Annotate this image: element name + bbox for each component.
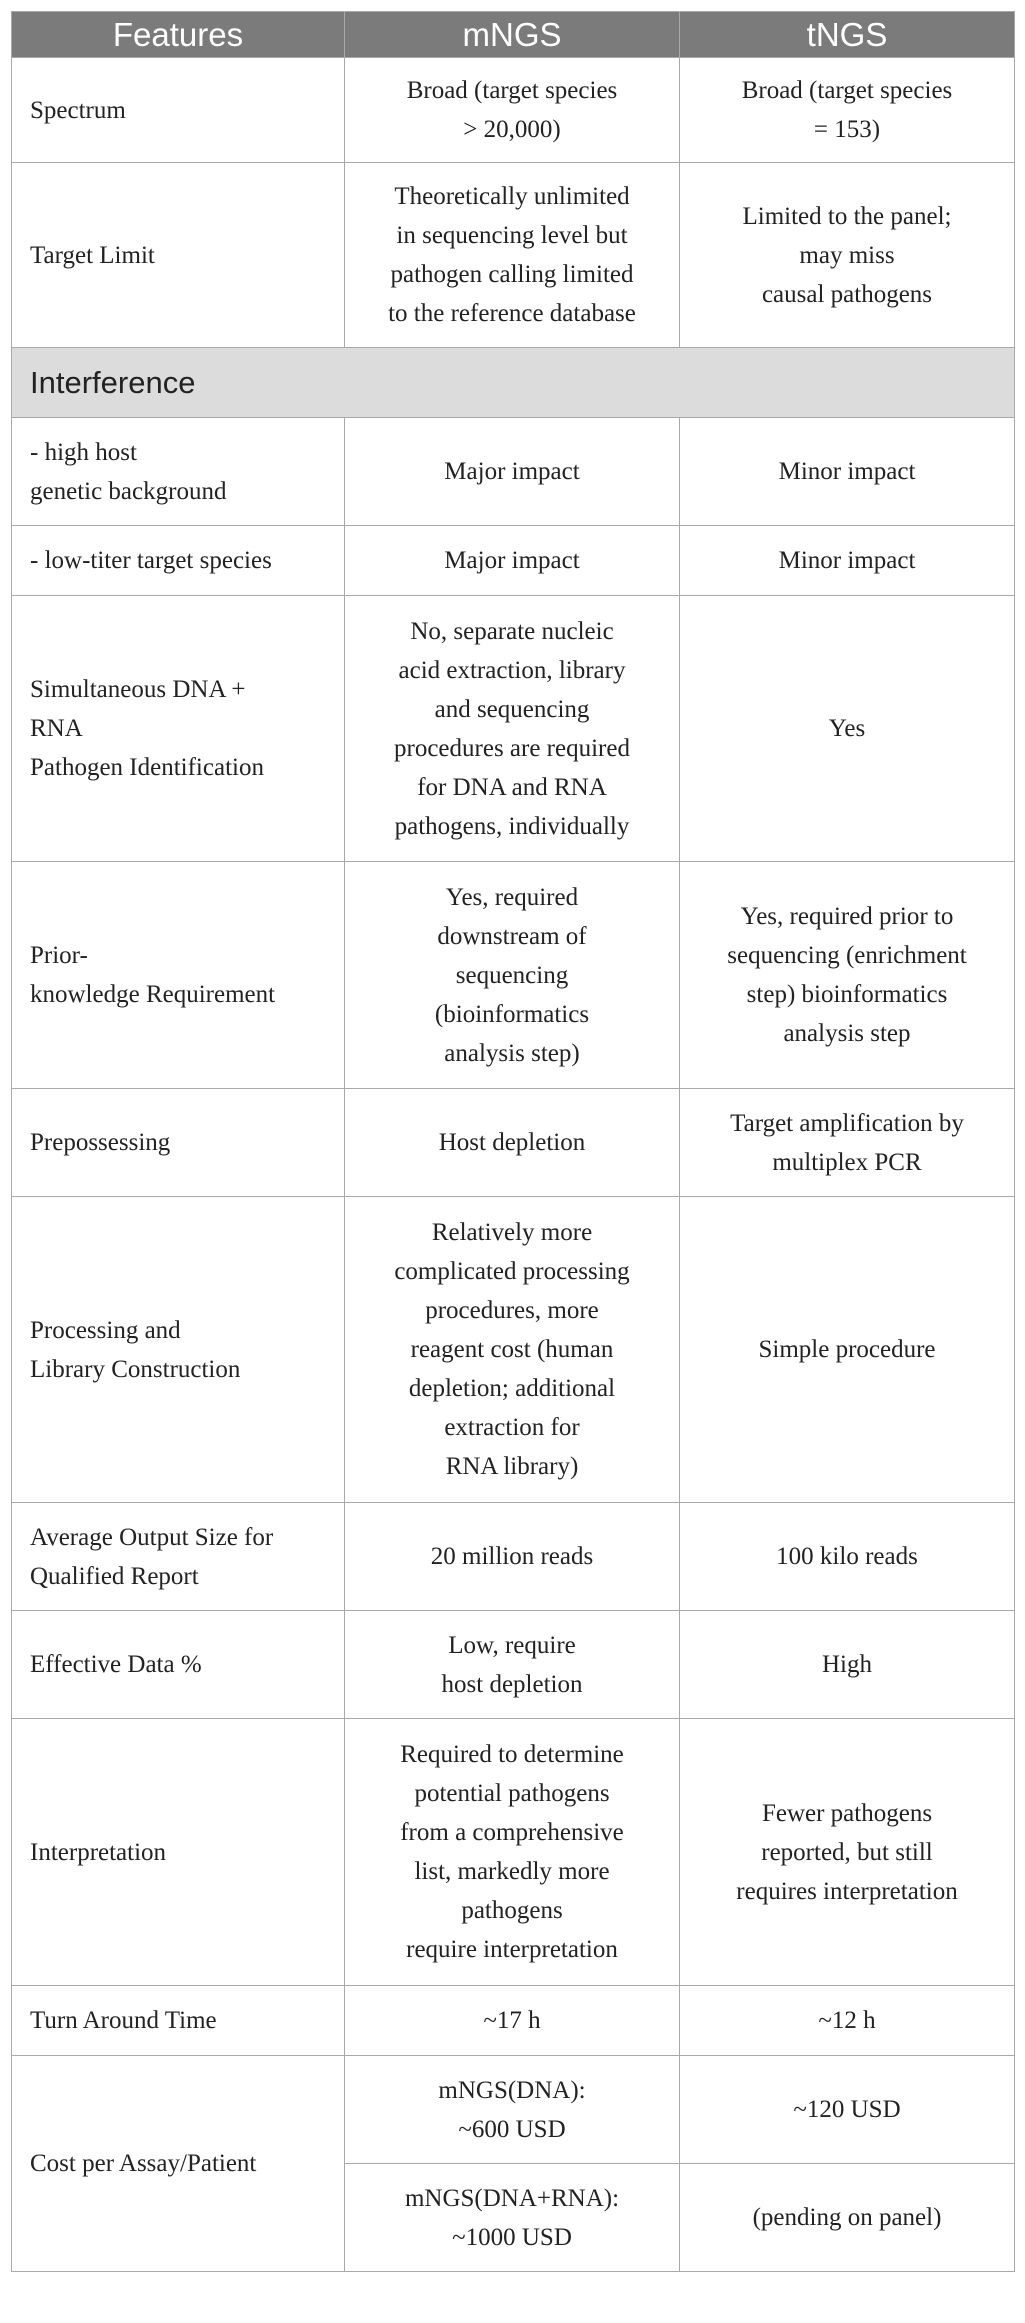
row-spectrum — [12, 58, 1015, 163]
mngs-text: analysis step) — [444, 1039, 580, 1067]
feature-text: Cost per Assay/Patient — [30, 2150, 257, 2177]
tngs-text: Target amplification by — [730, 1109, 964, 1137]
mngs-text: Host depletion — [438, 1129, 586, 1156]
tngs-text: Broad (target species — [741, 77, 953, 104]
row-processing — [12, 1197, 1015, 1503]
tngs-cell — [680, 1089, 1015, 1197]
mngs-text: procedures are required — [394, 734, 630, 762]
feature-cell — [12, 526, 345, 596]
tngs-cell — [680, 1719, 1015, 1986]
mngs-text: Broad (target species — [406, 77, 618, 104]
mngs-text: Yes, required — [445, 883, 579, 911]
mngs-text: extraction for — [444, 1414, 580, 1441]
feature-cell — [12, 1197, 345, 1503]
feature-text: genetic background — [30, 477, 227, 505]
row-interpretation — [12, 1719, 1015, 1986]
mngs-text: No, separate nucleic — [410, 617, 614, 645]
mngs-text: Relatively more — [431, 1219, 593, 1246]
section-title: Interference — [12, 348, 1015, 418]
mngs-text: depletion; additional — [408, 1375, 616, 1402]
feature-text: Average Output Size for — [30, 1523, 274, 1551]
mngs-text: mNGS(DNA+RNA): — [404, 2184, 620, 2212]
feature-cell — [12, 418, 345, 526]
row-target-limit — [12, 163, 1015, 348]
mngs-text: potential pathogens — [414, 1780, 610, 1807]
mngs-text: > 20,000) — [463, 116, 561, 143]
feature-text: Pathogen Identification — [30, 754, 264, 781]
tngs-cell — [680, 526, 1015, 596]
feature-text: Spectrum — [30, 96, 126, 124]
mngs-text: acid extraction, library — [398, 656, 626, 684]
feature-text: - high host — [30, 438, 137, 466]
tngs-text: ~12 h — [818, 2007, 876, 2034]
row-output-size — [12, 1503, 1015, 1611]
feature-text: knowledge Requirement — [30, 981, 276, 1008]
feature-text: Interpretation — [30, 1838, 167, 1866]
tngs-cell — [680, 163, 1015, 348]
feature-cell — [12, 1089, 345, 1197]
feature-cell — [12, 1719, 345, 1986]
tngs-text: (pending on panel) — [752, 2204, 942, 2231]
feature-cell — [12, 862, 345, 1089]
feature-cell — [12, 1611, 345, 1719]
mngs-text: Theoretically unlimited — [394, 183, 630, 210]
mngs-text: complicated processing — [394, 1258, 630, 1285]
feature-text: Effective Data % — [30, 1651, 202, 1678]
mngs-text: sequencing — [455, 961, 569, 989]
header-features: Features — [12, 12, 345, 58]
row-cost-dna — [12, 2056, 1015, 2164]
feature-cell — [12, 1503, 345, 1611]
mngs-text: pathogens, individually — [394, 812, 630, 840]
mngs-cell — [345, 596, 680, 862]
tngs-text: Yes — [828, 715, 866, 742]
tngs-text: High — [822, 1651, 872, 1678]
mngs-text: pathogens — [461, 1897, 563, 1924]
tngs-text: ~120 USD — [793, 2096, 901, 2123]
row-prepossessing — [12, 1089, 1015, 1197]
mngs-text: ~1000 USD — [452, 2223, 572, 2251]
feature-text: Target Limit — [30, 241, 155, 269]
mngs-text: downstream of — [437, 922, 587, 950]
feature-cell — [12, 58, 345, 163]
mngs-cell — [345, 862, 680, 1089]
row-turnaround — [12, 1986, 1015, 2056]
tngs-text: step) bioinformatics — [746, 981, 948, 1008]
feature-text: Simultaneous DNA + — [30, 676, 246, 703]
mngs-text: require interpretation — [406, 1936, 618, 1963]
mngs-cell — [345, 1611, 680, 1719]
tngs-text: multiplex PCR — [772, 1148, 922, 1176]
tngs-text: requires interpretation — [736, 1877, 958, 1905]
mngs-text: ~600 USD — [458, 2115, 566, 2143]
mngs-text: (bioinformatics — [434, 1000, 590, 1028]
mngs-cell — [345, 1197, 680, 1503]
header-tngs: tNGS — [680, 12, 1015, 58]
mngs-cell — [345, 1986, 680, 2056]
feature-text: RNA — [30, 715, 83, 742]
mngs-cell — [345, 526, 680, 596]
row-simultaneous — [12, 596, 1015, 862]
row-host-background — [12, 418, 1015, 526]
tngs-text: reported, but still — [761, 1838, 933, 1866]
mngs-text: list, markedly more — [414, 1858, 610, 1885]
tngs-cell — [680, 862, 1015, 1089]
tngs-text: Simple procedure — [758, 1336, 936, 1363]
mngs-cell — [345, 2056, 680, 2164]
mngs-text: pathogen calling limited — [390, 261, 634, 288]
mngs-text: Major impact — [444, 547, 580, 574]
mngs-text: mNGS(DNA): — [438, 2076, 586, 2104]
feature-text: Turn Around Time — [30, 2007, 217, 2034]
tngs-text: Fewer pathogens — [761, 1799, 933, 1827]
mngs-cell — [345, 58, 680, 163]
mngs-text: to the reference database — [388, 300, 636, 327]
feature-text: Prepossessing — [30, 1129, 171, 1156]
tngs-cell — [680, 2164, 1015, 2272]
header-mngs: mNGS — [345, 12, 680, 58]
section-interference — [12, 348, 1015, 418]
tngs-text: analysis step — [783, 1020, 911, 1047]
mngs-text: RNA library) — [445, 1453, 579, 1480]
tngs-cell — [680, 2056, 1015, 2164]
tngs-cell — [680, 596, 1015, 862]
mngs-cell — [345, 2164, 680, 2272]
tngs-text: Yes, required prior to — [740, 903, 954, 930]
mngs-text: Low, require — [448, 1631, 576, 1659]
mngs-cell — [345, 418, 680, 526]
tngs-text: 100 kilo reads — [776, 1543, 918, 1570]
mngs-text: reagent cost (human — [410, 1336, 614, 1363]
header-row — [12, 12, 1015, 58]
feature-cell — [12, 163, 345, 348]
mngs-cell — [345, 1503, 680, 1611]
feature-text: Prior- — [30, 942, 88, 969]
feature-text: Processing and — [30, 1316, 181, 1344]
mngs-text: 20 million reads — [430, 1543, 594, 1570]
feature-cell — [12, 2056, 345, 2272]
tngs-text: = 153) — [813, 116, 881, 143]
tngs-cell — [680, 418, 1015, 526]
tngs-cell — [680, 1986, 1015, 2056]
tngs-text: causal pathogens — [761, 280, 933, 308]
feature-cell — [12, 1986, 345, 2056]
row-low-titer — [12, 526, 1015, 596]
mngs-text: ~17 h — [483, 2007, 541, 2034]
mngs-cell — [345, 1089, 680, 1197]
tngs-text: Limited to the panel; — [742, 202, 952, 230]
mngs-cell — [345, 1719, 680, 1986]
feature-text: Qualified Report — [30, 1562, 199, 1590]
comparison-table — [11, 11, 1015, 2272]
mngs-text: from a comprehensive — [400, 1819, 624, 1846]
mngs-text: and sequencing — [434, 695, 590, 723]
tngs-cell — [680, 1197, 1015, 1503]
feature-text: Library Construction — [30, 1355, 241, 1383]
feature-cell — [12, 596, 345, 862]
row-effective-data — [12, 1611, 1015, 1719]
tngs-cell — [680, 1503, 1015, 1611]
mngs-text: for DNA and RNA — [417, 773, 607, 801]
tngs-text: Minor impact — [778, 458, 916, 485]
tngs-text: may miss — [799, 241, 895, 269]
mngs-text: Major impact — [444, 458, 580, 485]
tngs-text: Minor impact — [778, 547, 916, 574]
mngs-text: procedures, more — [425, 1297, 599, 1324]
mngs-cell — [345, 163, 680, 348]
row-prior-knowledge — [12, 862, 1015, 1089]
mngs-text: in sequencing level but — [396, 222, 628, 249]
tngs-cell — [680, 1611, 1015, 1719]
tngs-cell — [680, 58, 1015, 163]
mngs-text: Required to determine — [400, 1741, 624, 1768]
tngs-text: sequencing (enrichment — [727, 942, 967, 969]
feature-text: - low-titer target species — [30, 547, 272, 574]
mngs-text: host depletion — [441, 1670, 583, 1698]
